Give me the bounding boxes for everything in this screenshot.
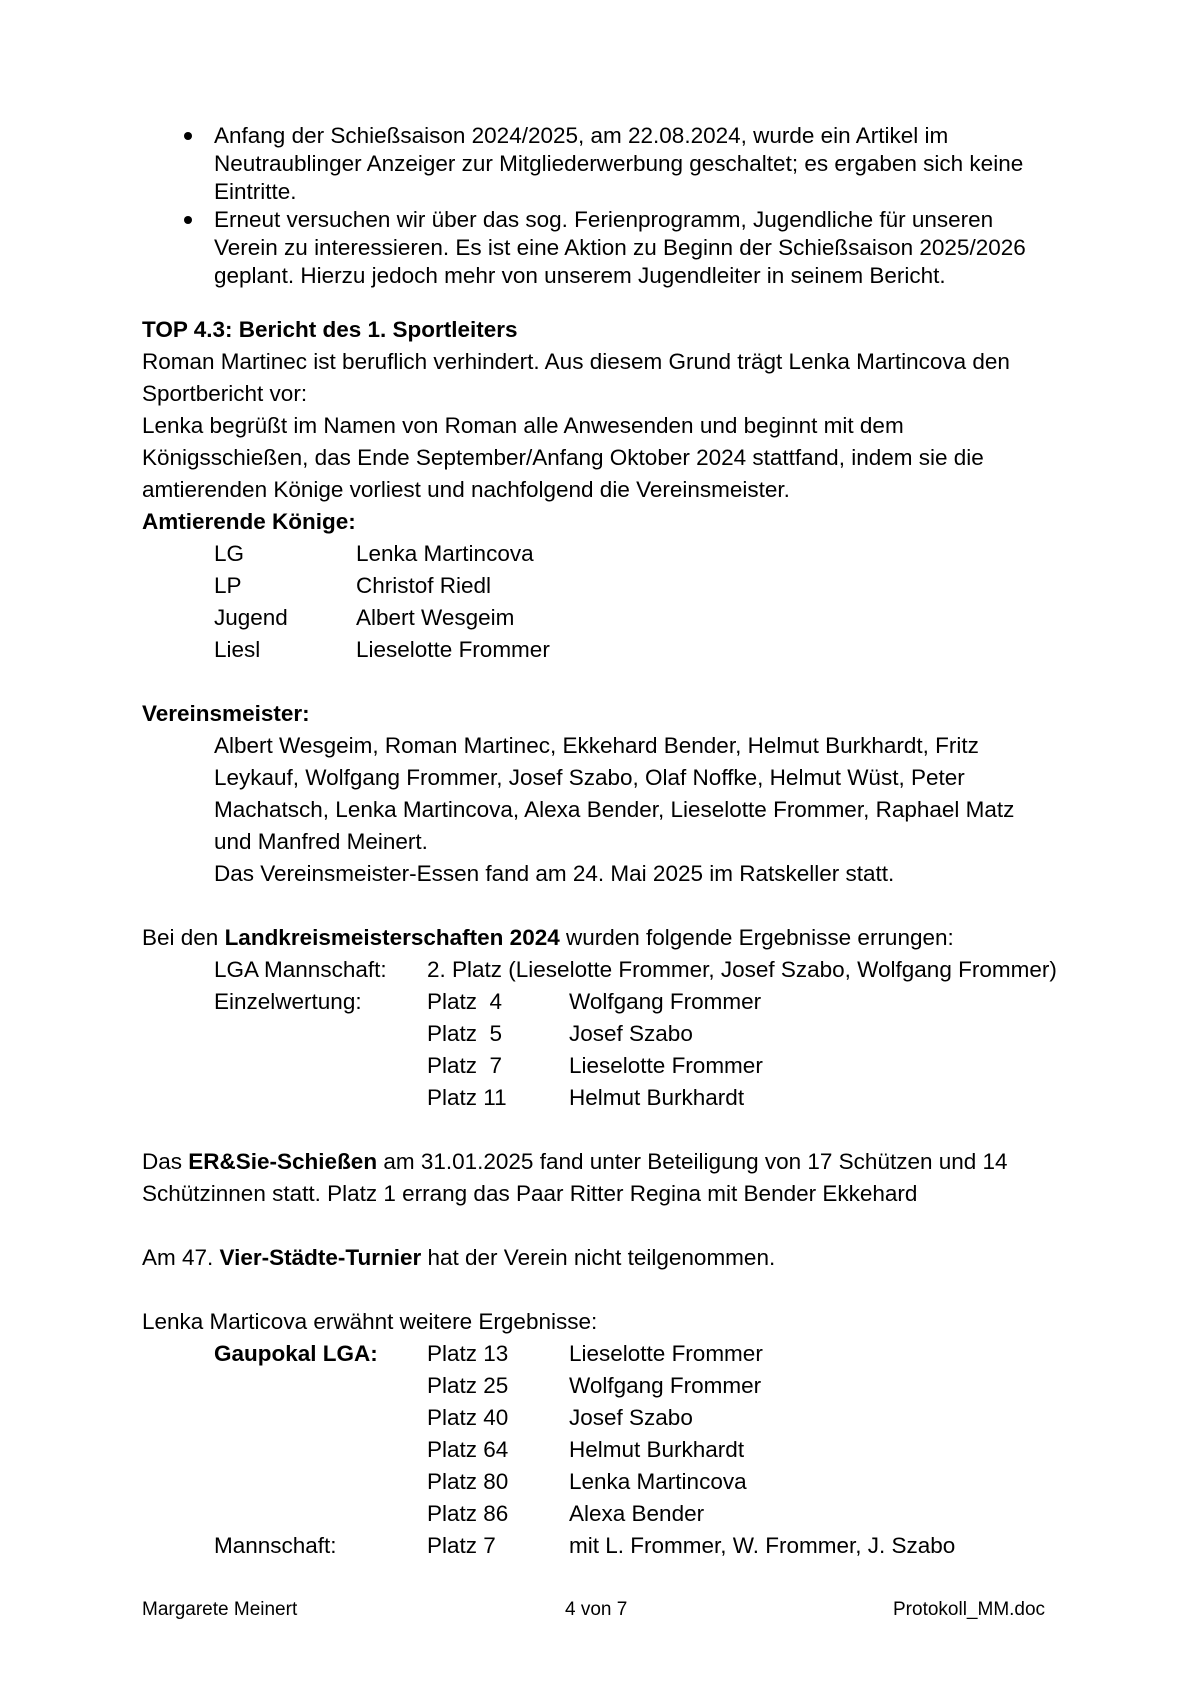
footer-filename: Protokoll_MM.doc	[893, 1599, 1046, 1620]
bullet-icon	[184, 132, 192, 140]
landkreis-bold: Landkreismeisterschaften 2024	[224, 925, 560, 950]
landkreis-single-label: Einzelwertung:	[214, 989, 362, 1014]
landkreis-place: Platz 11	[427, 1085, 507, 1110]
landkreis-place: Platz 5	[427, 1021, 503, 1046]
vereinsmeister-essen: Das Vereinsmeister-Essen fand am 24. Mai 2025 im Ratskeller statt.	[214, 861, 895, 886]
gaupokal-place: Platz 40	[427, 1405, 509, 1430]
landkreis-place: Platz 7	[427, 1053, 503, 1078]
landkreis-name: Lieselotte Frommer	[569, 1053, 763, 1078]
gaupokal-name: Alexa Bender	[569, 1501, 705, 1526]
landkreis-place: Platz 4	[427, 989, 503, 1014]
intro-line-5: amtierenden Könige vorliest und nachfolgend die Vereinsmeister.	[142, 477, 790, 502]
mannschaft-place: Platz 7	[427, 1533, 496, 1558]
landkreis-name: Josef Szabo	[569, 1021, 693, 1046]
bullet-2-line-2: Verein zu interessieren. Es ist eine Aktion zu Beginn der Schießsaison 2025/2026	[214, 235, 1026, 260]
landkreis-pre: Bei den	[142, 925, 225, 950]
intro-line-1: Roman Martinec ist beruflich verhindert. Aus diesem Grund trägt Lenka Martincova den	[142, 349, 1010, 374]
mannschaft-label: Mannschaft:	[214, 1533, 337, 1558]
vierstaedte-post: hat der Verein nicht teilgenommen.	[421, 1245, 776, 1270]
intro-line-4: Königsschießen, das Ende September/Anfang Oktober 2024 stattfand, indem sie die	[142, 445, 984, 470]
intro-line-2: Sportbericht vor:	[142, 381, 308, 406]
landkreis-team-value: 2. Platz (Lieselotte Frommer, Josef Szabo, Wolfgang Frommer)	[427, 957, 1057, 982]
vierstaedte-line	[142, 1242, 775, 1274]
ersie-line-2: Schützinnen statt. Platz 1 errang das Paar Ritter Regina mit Bender Ekkehard	[142, 1181, 918, 1206]
koenig-name: Albert Wesgeim	[356, 605, 515, 630]
koenig-category: Jugend	[214, 605, 288, 630]
vereinsmeister-line: Machatsch, Lenka Martincova, Alexa Bender, Lieselotte Frommer, Raphael Matz	[214, 797, 1015, 822]
gaupokal-name: Lieselotte Frommer	[569, 1341, 763, 1366]
footer-author: Margarete Meinert	[142, 1599, 298, 1620]
koenige-heading: Amtierende Könige:	[142, 509, 356, 534]
ersie-bold: ER&Sie-Schießen	[188, 1149, 378, 1174]
gaupokal-name: Josef Szabo	[569, 1405, 693, 1430]
bullet-2-line-1: Erneut versuchen wir über das sog. Ferienprogramm, Jugendliche für unseren	[214, 207, 994, 232]
ersie-line-1	[142, 1146, 1008, 1178]
landkreis-intro	[142, 922, 954, 954]
vierstaedte-pre: Am 47.	[142, 1245, 220, 1270]
vereinsmeister-line: Albert Wesgeim, Roman Martinec, Ekkehard Bender, Helmut Burkhardt, Fritz	[214, 733, 979, 758]
koenig-name: Lieselotte Frommer	[356, 637, 550, 662]
bullet-icon	[184, 216, 192, 224]
weitere-intro: Lenka Marticova erwähnt weitere Ergebnisse:	[142, 1309, 598, 1334]
koenig-category: LP	[214, 573, 242, 598]
koenig-category: LG	[214, 541, 245, 566]
gaupokal-name: Lenka Martincova	[569, 1469, 747, 1494]
gaupokal-name: Wolfgang Frommer	[569, 1373, 762, 1398]
vereinsmeister-line: und Manfred Meinert.	[214, 829, 428, 854]
section-heading: TOP 4.3: Bericht des 1. Sportleiters	[142, 317, 518, 342]
bullet-1-line-3: Eintritte.	[214, 179, 297, 204]
gaupokal-name: Helmut Burkhardt	[569, 1437, 745, 1462]
mannschaft-value: mit L. Frommer, W. Frommer, J. Szabo	[569, 1533, 956, 1558]
vierstaedte-bold: Vier-Städte-Turnier	[219, 1245, 422, 1270]
koenig-name: Lenka Martincova	[356, 541, 534, 566]
landkreis-name: Helmut Burkhardt	[569, 1085, 745, 1110]
gaupokal-place: Platz 25	[427, 1373, 509, 1398]
vereinsmeister-heading: Vereinsmeister:	[142, 701, 310, 726]
gaupokal-label: Gaupokal LGA:	[214, 1341, 378, 1366]
footer-page-number: 4 von 7	[565, 1599, 628, 1620]
koenig-name: Christof Riedl	[356, 573, 492, 598]
gaupokal-place: Platz 64	[427, 1437, 509, 1462]
vereinsmeister-line: Leykauf, Wolfgang Frommer, Josef Szabo, Olaf Noffke, Helmut Wüst, Peter	[214, 765, 965, 790]
intro-line-3: Lenka begrüßt im Namen von Roman alle Anwesenden und beginnt mit dem	[142, 413, 904, 438]
landkreis-post: wurden folgende Ergebnisse errungen:	[559, 925, 954, 950]
ersie-pre: Das	[142, 1149, 189, 1174]
bullet-2-line-3: geplant. Hierzu jedoch mehr von unserem Jugendleiter in seinem Bericht.	[214, 263, 946, 288]
landkreis-team-label: LGA Mannschaft:	[214, 957, 387, 982]
landkreis-name: Wolfgang Frommer	[569, 989, 762, 1014]
gaupokal-place: Platz 86	[427, 1501, 509, 1526]
bullet-1-line-2: Neutraublinger Anzeiger zur Mitgliederwerbung geschaltet; es ergaben sich keine	[214, 151, 1024, 176]
gaupokal-place: Platz 80	[427, 1469, 509, 1494]
bullet-1-line-1: Anfang der Schießsaison 2024/2025, am 22.08.2024, wurde ein Artikel im	[214, 123, 949, 148]
gaupokal-place: Platz 13	[427, 1341, 509, 1366]
ersie-post: am 31.01.2025 fand unter Beteiligung von 17 Schützen und 14	[377, 1149, 1008, 1174]
koenig-category: Liesl	[214, 637, 261, 662]
